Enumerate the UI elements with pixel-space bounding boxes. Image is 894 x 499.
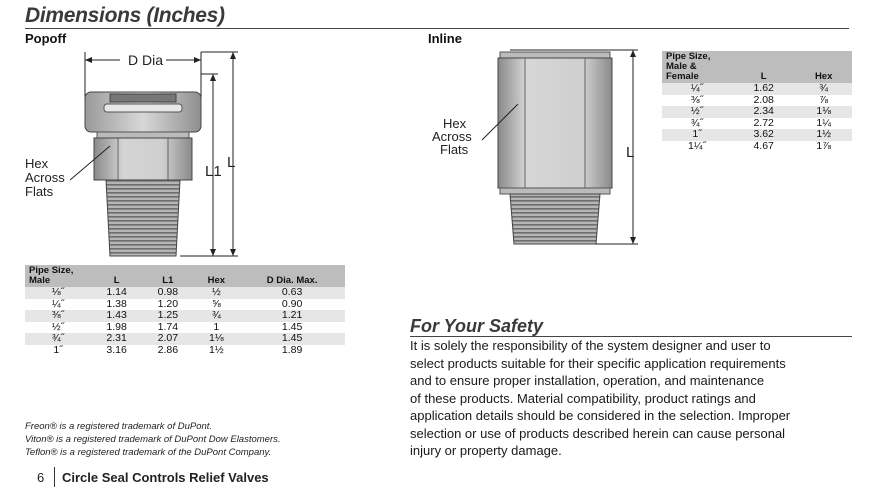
table-cell: 2.72 [732, 118, 795, 130]
popoff-section-title: Popoff [25, 31, 67, 46]
trademark-note: Teflon® is a registered trademark of the DuPont Company. [25, 447, 272, 458]
safety-line: selection or use of products described herein can cause personal [410, 425, 786, 441]
column-header: D Dia. Max. [239, 265, 345, 287]
table-header-row [662, 51, 852, 83]
safety-line: of these products. Material compatibility, product ratings and [410, 390, 756, 406]
table-cell: 1˝ [662, 129, 732, 141]
inline-l-label: L [626, 144, 635, 161]
table-header-row [25, 265, 345, 287]
table-cell: 1.98 [91, 322, 142, 334]
safety-line: application details should be considered in the selection. Improper [410, 408, 791, 423]
table-cell: ¾˝ [662, 118, 732, 130]
table-cell: 1.89 [239, 345, 345, 357]
column-header: L [91, 265, 142, 287]
table-cell: 1½ [193, 345, 239, 357]
table-cell: 2.08 [732, 95, 795, 107]
table-cell: ½˝ [662, 106, 732, 118]
table-cell: 1⅛ [193, 333, 239, 345]
trademark-note: Freon® is a registered trademark of DuPont. [25, 421, 213, 432]
column-header: L [732, 51, 795, 83]
hex-label: Hex [25, 156, 49, 171]
table-cell: 1.45 [239, 333, 345, 345]
table-cell: 1.38 [91, 299, 142, 311]
safety-line: It is solely the responsibility of the system designer and user to [410, 338, 771, 353]
page-title: Dimensions (Inches) [25, 4, 225, 27]
safety-line: select products suitable for their specific application requirements [410, 355, 786, 371]
table-cell: ¼˝ [25, 299, 91, 311]
l-label: L [227, 154, 236, 171]
table-cell: 1.62 [732, 83, 795, 95]
trademark-note: Viton® is a registered trademark of DuPont Dow Elastomers. [25, 434, 281, 445]
table-cell: ½ [193, 287, 239, 299]
safety-line: injury or property damage. [410, 443, 562, 458]
table-cell: 1.21 [239, 310, 345, 322]
table-cell: 1.45 [239, 322, 345, 334]
inline-dimension-table [662, 51, 852, 152]
table-cell: 0.90 [239, 299, 345, 311]
table-cell: 3.16 [91, 345, 142, 357]
inline-valve-drawing [470, 44, 650, 256]
table-row [662, 83, 852, 95]
table-cell: 1 [193, 322, 239, 334]
table-cell: 4.67 [732, 141, 795, 153]
table-cell: 2.86 [142, 345, 193, 357]
table-row [662, 141, 852, 153]
inline-across-label: Across [432, 129, 472, 144]
inline-hex-label: Hex [443, 116, 467, 131]
table-cell: 1½ [795, 129, 852, 141]
column-header: Hex [795, 51, 852, 83]
table-cell: 0.63 [239, 287, 345, 299]
column-header: L1 [142, 265, 193, 287]
table-cell: 2.07 [142, 333, 193, 345]
popoff-valve-drawing [70, 44, 250, 258]
table-cell: 1.20 [142, 299, 193, 311]
table-cell: 1⅛ [795, 106, 852, 118]
table-cell: ⅛˝ [25, 287, 91, 299]
table-cell: 1¼ [795, 118, 852, 130]
flats-label: Flats [25, 184, 54, 199]
inline-section-title: Inline [428, 31, 462, 46]
table-cell: 3.62 [732, 129, 795, 141]
table-row [25, 345, 345, 357]
column-header: Pipe Size, Male [25, 265, 91, 287]
table-row [25, 310, 345, 322]
safety-title: For Your Safety [410, 316, 544, 336]
safety-body [410, 337, 860, 460]
table-cell: 1.14 [91, 287, 142, 299]
table-row [25, 287, 345, 299]
footer-divider [54, 467, 55, 487]
table-row [662, 106, 852, 118]
table-row [662, 129, 852, 141]
table-cell: 2.34 [732, 106, 795, 118]
table-row [25, 333, 345, 345]
across-label: Across [25, 170, 65, 185]
table-cell: 1.43 [91, 310, 142, 322]
table-cell: ¾˝ [25, 333, 91, 345]
table-cell: ⅞ [795, 95, 852, 107]
table-cell: 1¼˝ [662, 141, 732, 153]
inline-flats-label: Flats [440, 142, 469, 157]
table-cell: 2.31 [91, 333, 142, 345]
popoff-dimension-table [25, 265, 345, 356]
table-cell: ½˝ [25, 322, 91, 334]
table-cell: ¾ [795, 83, 852, 95]
page-number: 6 [37, 470, 45, 485]
table-cell: 1⅞ [795, 141, 852, 153]
table-cell: ¼˝ [662, 83, 732, 95]
l1-label: L1 [205, 163, 222, 180]
table-cell: 1.74 [142, 322, 193, 334]
table-cell: 1.25 [142, 310, 193, 322]
table-cell: ⅜˝ [25, 310, 91, 322]
footer-title: Circle Seal Controls Relief Valves [62, 470, 269, 485]
d-dia-label: D Dia [128, 52, 164, 68]
table-cell: 0.98 [142, 287, 193, 299]
safety-line: and to ensure proper installation, operation, and maintenance [410, 373, 765, 388]
table-cell: ¾ [193, 310, 239, 322]
column-header: Pipe Size, Male & Female [662, 51, 732, 83]
table-cell: ⅝ [193, 299, 239, 311]
table-cell: 1˝ [25, 345, 91, 357]
column-header: Hex [193, 265, 239, 287]
table-cell: ⅜˝ [662, 95, 732, 107]
title-rule [25, 28, 849, 29]
